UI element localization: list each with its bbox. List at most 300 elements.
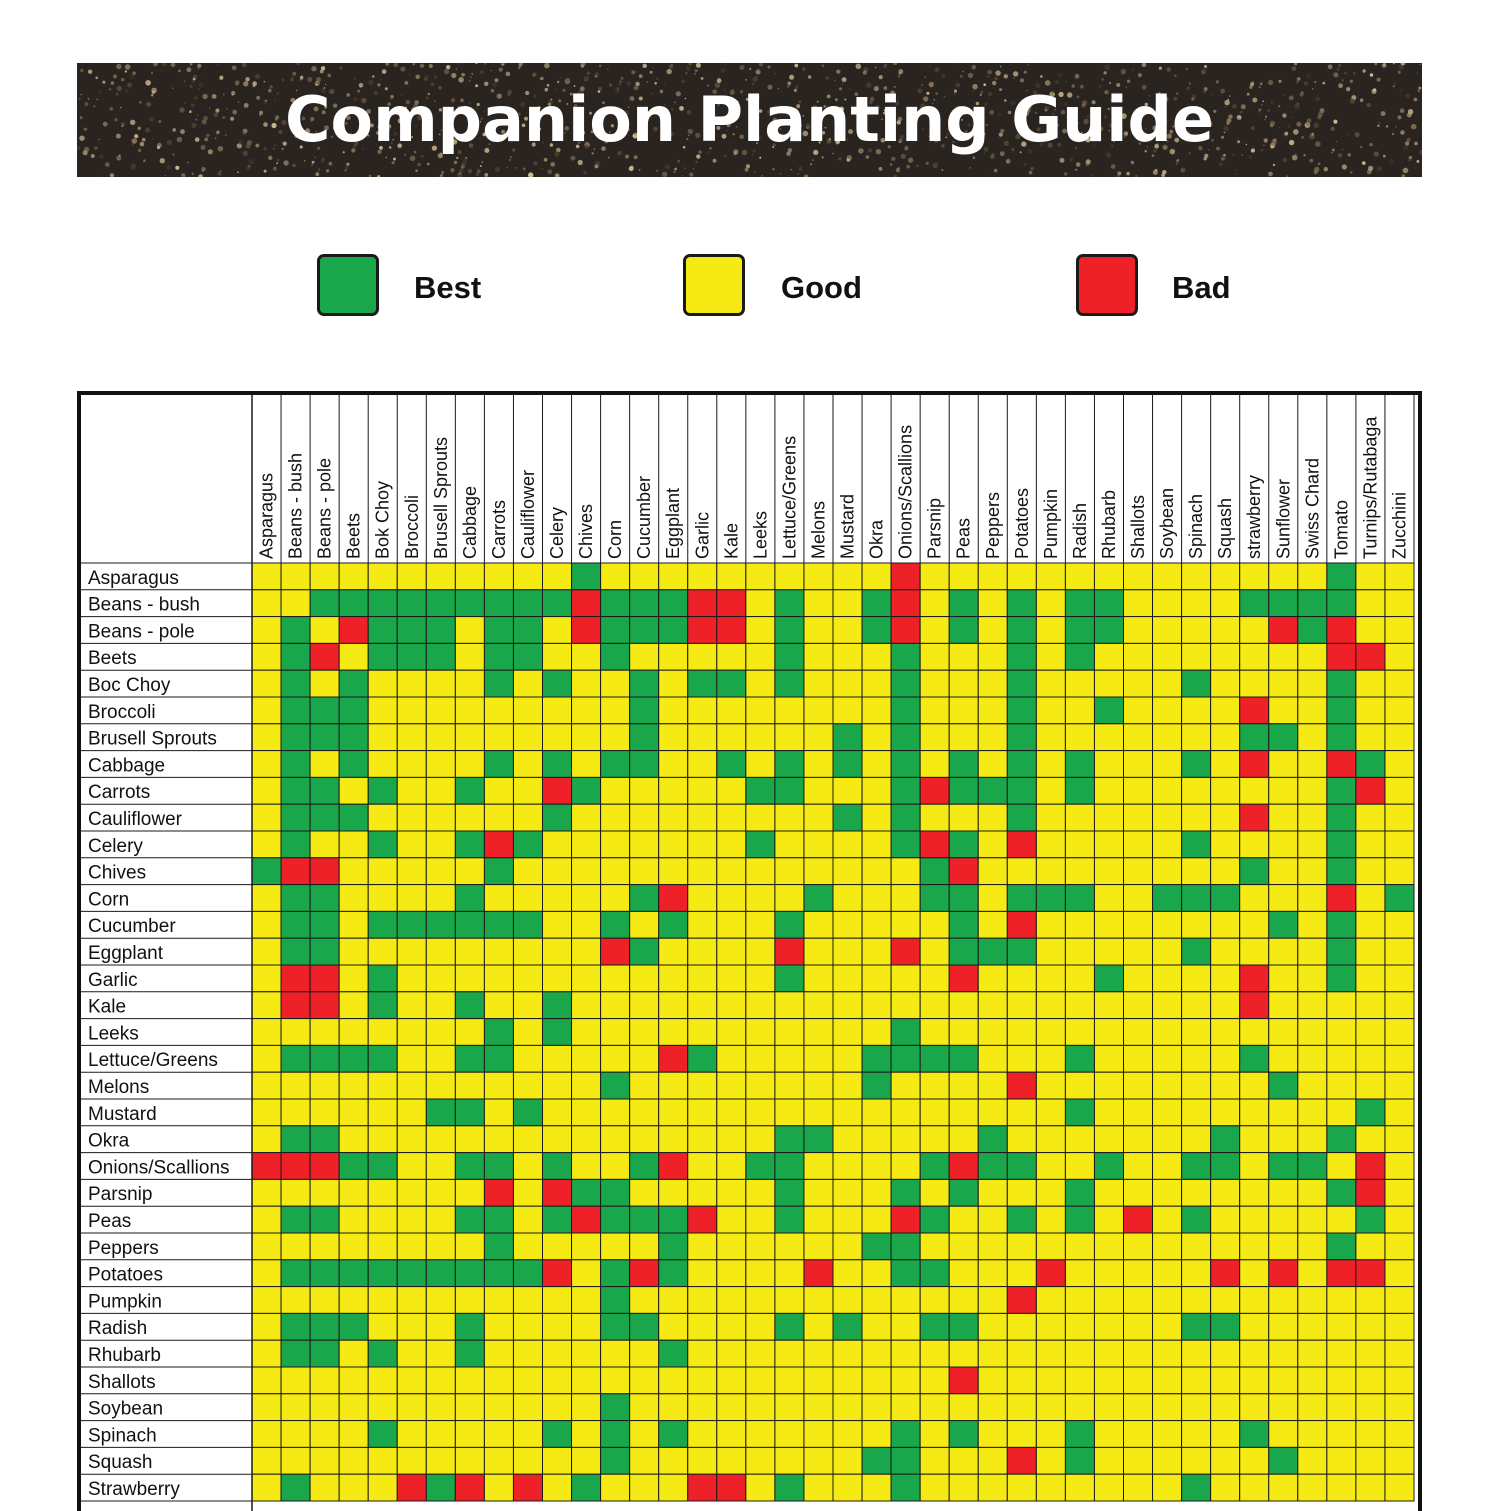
grid-cell (949, 938, 978, 965)
grid-cell (1065, 885, 1094, 912)
grid-cell (775, 911, 804, 938)
grid-cell (775, 1313, 804, 1340)
grid-cell (455, 1447, 484, 1474)
grid-cell (804, 992, 833, 1019)
grid-cell (281, 1019, 310, 1046)
grid-cell (949, 1313, 978, 1340)
grid-cell (543, 1474, 572, 1501)
grid-cell (1240, 938, 1269, 965)
grid-cell (513, 670, 542, 697)
grid-cell (833, 831, 862, 858)
grid-cell (978, 1260, 1007, 1287)
grid-cell (397, 751, 426, 778)
grid-cell (310, 1019, 339, 1046)
grid-cell (426, 1153, 455, 1180)
grid-cell (949, 1474, 978, 1501)
column-label: Pumpkin (1040, 488, 1061, 559)
grid-cell (746, 1206, 775, 1233)
grid-cell (688, 1474, 717, 1501)
grid-cell (1153, 1233, 1182, 1260)
grid-cell (1211, 1340, 1240, 1367)
grid-cell (1036, 992, 1065, 1019)
grid-cell (601, 804, 630, 831)
grid-cell (775, 590, 804, 617)
grid-cell (1007, 1099, 1036, 1126)
grid-cell (426, 724, 455, 751)
grid-cell (1327, 751, 1356, 778)
grid-cell (862, 1447, 891, 1474)
grid-cell (804, 1099, 833, 1126)
grid-cell (1385, 751, 1414, 778)
grid-cell (1356, 831, 1385, 858)
grid-cell (891, 697, 920, 724)
grid-cell (1240, 1394, 1269, 1421)
grid-cell (572, 1153, 601, 1180)
grid-cell (1298, 965, 1327, 992)
grid-cell (543, 1206, 572, 1233)
grid-cell (746, 563, 775, 590)
grid-cell (862, 643, 891, 670)
grid-cell (397, 724, 426, 751)
grid-cell (397, 1045, 426, 1072)
grid-cell (281, 590, 310, 617)
grid-cell (891, 1447, 920, 1474)
grid-cell (252, 1179, 281, 1206)
grid-cell (455, 563, 484, 590)
grid-cell (513, 1233, 542, 1260)
grid-cell (1385, 1421, 1414, 1448)
grid-cell (1385, 1447, 1414, 1474)
grid-cell (426, 1072, 455, 1099)
grid-cell (310, 777, 339, 804)
grid-cell (1211, 1019, 1240, 1046)
grid-cell (1182, 804, 1211, 831)
grid-cell (804, 1233, 833, 1260)
grid-cell (1356, 617, 1385, 644)
grid-cell (920, 1045, 949, 1072)
grid-cell (484, 1179, 513, 1206)
grid-cell (659, 1474, 688, 1501)
grid-cell (1094, 751, 1123, 778)
grid-cell (1182, 1206, 1211, 1233)
grid-cell (862, 1233, 891, 1260)
grid-cell (717, 1367, 746, 1394)
grid-cell (1327, 858, 1356, 885)
column-label: Kale (721, 522, 742, 559)
grid-cell (1065, 670, 1094, 697)
grid-cell (1327, 1394, 1356, 1421)
grid-cell (746, 911, 775, 938)
grid-cell (862, 1045, 891, 1072)
grid-cell (659, 1421, 688, 1448)
grid-cell (1007, 590, 1036, 617)
grid-cell (630, 938, 659, 965)
grid-cell (397, 1447, 426, 1474)
grid-cell (252, 1287, 281, 1314)
grid-cell (484, 751, 513, 778)
grid-cell (775, 724, 804, 751)
grid-cell (310, 804, 339, 831)
column-label: Asparagus (256, 472, 277, 559)
grid-cell (543, 1313, 572, 1340)
grid-cell (630, 1474, 659, 1501)
grid-cell (484, 590, 513, 617)
grid-cell (804, 1287, 833, 1314)
grid-cell (1211, 1099, 1240, 1126)
grid-cell (891, 1153, 920, 1180)
grid-cell (339, 670, 368, 697)
grid-cell (455, 1233, 484, 1260)
grid-cell (1065, 992, 1094, 1019)
grid-cell (804, 858, 833, 885)
grid-cell (891, 1287, 920, 1314)
row-label: Cabbage (88, 755, 166, 777)
grid-cell (397, 563, 426, 590)
column-label: Broccoli (401, 494, 422, 559)
grid-cell (1385, 777, 1414, 804)
grid-cell (1153, 804, 1182, 831)
grid-cell (1065, 1045, 1094, 1072)
grid-cell (1036, 1260, 1065, 1287)
grid-cell (833, 563, 862, 590)
grid-cell (1269, 777, 1298, 804)
grid-cell (949, 697, 978, 724)
grid-cell (1385, 1233, 1414, 1260)
grid-cell (572, 965, 601, 992)
grid-cell (310, 617, 339, 644)
grid-cell (1385, 1367, 1414, 1394)
grid-cell (1269, 1260, 1298, 1287)
grid-cell (484, 617, 513, 644)
grid-cell (1182, 885, 1211, 912)
grid-cell (1153, 1287, 1182, 1314)
grid-cell (804, 1206, 833, 1233)
grid-cell (1065, 1019, 1094, 1046)
grid-cell (978, 697, 1007, 724)
grid-cell (1153, 1153, 1182, 1180)
grid-cell (1211, 670, 1240, 697)
grid-cell (572, 1340, 601, 1367)
grid-cell (1385, 911, 1414, 938)
grid-cell (1385, 804, 1414, 831)
grid-cell (688, 777, 717, 804)
grid-cell (746, 1260, 775, 1287)
grid-cell (1211, 777, 1240, 804)
grid-cell (310, 751, 339, 778)
grid-cell (804, 751, 833, 778)
grid-cell (426, 1233, 455, 1260)
grid-cell (1356, 911, 1385, 938)
grid-cell (252, 1474, 281, 1501)
grid-cell (572, 563, 601, 590)
grid-cell (891, 1099, 920, 1126)
grid-cell (1153, 1099, 1182, 1126)
grid-cell (862, 1287, 891, 1314)
grid-cell (1269, 1313, 1298, 1340)
grid-cell (513, 697, 542, 724)
grid-cell (1007, 670, 1036, 697)
row-label: Boc Choy (88, 675, 171, 696)
grid-cell (572, 831, 601, 858)
grid-cell (543, 643, 572, 670)
row-label: Potatoes (88, 1264, 163, 1286)
grid-cell (281, 1206, 310, 1233)
grid-cell (1124, 1394, 1153, 1421)
grid-cell (455, 1474, 484, 1501)
grid-cell (1065, 697, 1094, 724)
grid-cell (775, 751, 804, 778)
grid-cell (1065, 1474, 1094, 1501)
grid-cell (1007, 1340, 1036, 1367)
grid-cell (513, 1313, 542, 1340)
grid-cell (1327, 643, 1356, 670)
grid-cell (862, 617, 891, 644)
grid-cell (1094, 911, 1123, 938)
grid-cell (920, 751, 949, 778)
grid-cell (455, 1019, 484, 1046)
grid-cell (920, 1367, 949, 1394)
grid-cell (862, 938, 891, 965)
grid-cell (920, 804, 949, 831)
grid-cell (1211, 1260, 1240, 1287)
grid-cell (1211, 617, 1240, 644)
grid-cell (746, 1447, 775, 1474)
grid-cell (891, 938, 920, 965)
grid-cell (1211, 1421, 1240, 1448)
grid-cell (426, 777, 455, 804)
grid-cell (368, 617, 397, 644)
legend-label-best: Best (414, 270, 482, 305)
grid-cell (688, 938, 717, 965)
grid-cell (1240, 1260, 1269, 1287)
grid-cell (746, 1179, 775, 1206)
grid-cell (1124, 831, 1153, 858)
grid-cell (513, 885, 542, 912)
grid-cell (1269, 1287, 1298, 1314)
grid-cell (426, 617, 455, 644)
grid-cell (833, 697, 862, 724)
grid-cell (949, 992, 978, 1019)
grid-cell (920, 965, 949, 992)
grid-cell (397, 590, 426, 617)
grid-cell (1298, 1126, 1327, 1153)
grid-cell (1327, 911, 1356, 938)
grid-cell (1385, 1072, 1414, 1099)
grid-cell (804, 1474, 833, 1501)
grid-cell (1153, 1019, 1182, 1046)
row-label: Garlic (88, 969, 138, 991)
grid-cell (426, 643, 455, 670)
grid-cell (543, 1394, 572, 1421)
grid-cell (1036, 831, 1065, 858)
grid-cell (1356, 992, 1385, 1019)
grid-cell (1298, 563, 1327, 590)
grid-cell (572, 1072, 601, 1099)
grid-cell (310, 1287, 339, 1314)
grid-cell (484, 1287, 513, 1314)
grid-cell (484, 885, 513, 912)
grid-cell (920, 1179, 949, 1206)
grid-cell (397, 1367, 426, 1394)
grid-cell (1124, 777, 1153, 804)
row-label: Cauliflower (88, 809, 182, 830)
grid-cell (368, 804, 397, 831)
grid-cell (601, 670, 630, 697)
grid-cell (746, 858, 775, 885)
grid-cell (513, 1126, 542, 1153)
grid-cell (339, 1072, 368, 1099)
grid-cell (513, 590, 542, 617)
grid-cell (397, 1421, 426, 1448)
grid-cell (775, 1367, 804, 1394)
grid-cell (1065, 643, 1094, 670)
grid-cell (659, 1045, 688, 1072)
grid-cell (455, 590, 484, 617)
grid-cell (1036, 1340, 1065, 1367)
column-label: Chives (576, 503, 597, 559)
grid-cell (1298, 1287, 1327, 1314)
grid-cell (281, 1233, 310, 1260)
grid-cell (1153, 617, 1182, 644)
grid-cell (310, 724, 339, 751)
grid-cell (862, 1367, 891, 1394)
grid-cell (1327, 1233, 1356, 1260)
grid-cell (1240, 1153, 1269, 1180)
row-label: Okra (88, 1130, 130, 1152)
grid-cell (891, 590, 920, 617)
grid-cell (949, 1421, 978, 1448)
grid-cell (1269, 965, 1298, 992)
grid-cell (572, 1447, 601, 1474)
grid-cell (455, 697, 484, 724)
grid-cell (1182, 1447, 1211, 1474)
grid-cell (484, 1233, 513, 1260)
row-label: Rhubarb (88, 1345, 161, 1366)
grid-cell (978, 831, 1007, 858)
column-label: Sunflower (1273, 478, 1294, 559)
grid-cell (1211, 751, 1240, 778)
grid-cell (978, 777, 1007, 804)
grid-cell (949, 777, 978, 804)
grid-cell (717, 1179, 746, 1206)
grid-cell (1094, 563, 1123, 590)
grid-cell (1298, 1474, 1327, 1501)
grid-cell (862, 751, 891, 778)
row-label: Shallots (88, 1371, 156, 1393)
grid-cell (1356, 804, 1385, 831)
column-label: Mustard (837, 493, 858, 559)
grid-cell (775, 1447, 804, 1474)
grid-cell (1269, 911, 1298, 938)
grid-cell (397, 965, 426, 992)
grid-cell (339, 1126, 368, 1153)
grid-cell (949, 1019, 978, 1046)
grid-cell (368, 1206, 397, 1233)
grid-cell (426, 938, 455, 965)
grid-cell (1036, 724, 1065, 751)
grid-cell (746, 1313, 775, 1340)
grid-cell (1036, 938, 1065, 965)
grid-cell (252, 831, 281, 858)
grid-cell (746, 643, 775, 670)
grid-cell (281, 617, 310, 644)
grid-cell (1211, 1045, 1240, 1072)
grid-cell (1356, 885, 1385, 912)
grid-cell (252, 804, 281, 831)
grid-cell (484, 1045, 513, 1072)
grid-cell (1036, 1313, 1065, 1340)
grid-cell (572, 617, 601, 644)
grid-cell (1211, 1179, 1240, 1206)
column-label: Celery (547, 506, 568, 559)
grid-cell (659, 1099, 688, 1126)
grid-cell (339, 1447, 368, 1474)
grid-cell (659, 617, 688, 644)
grid-cell (339, 724, 368, 751)
grid-cell (804, 617, 833, 644)
grid-cell (1065, 777, 1094, 804)
grid-cell (862, 724, 891, 751)
grid-cell (368, 1126, 397, 1153)
grid-cell (659, 1072, 688, 1099)
grid-cell (688, 965, 717, 992)
grid-cell (717, 938, 746, 965)
grid-cell (949, 804, 978, 831)
grid-cell (455, 777, 484, 804)
grid-cell (513, 724, 542, 751)
grid-cell (1240, 697, 1269, 724)
grid-cell (543, 670, 572, 697)
grid-cell (1065, 1394, 1094, 1421)
grid-cell (252, 1099, 281, 1126)
grid-cell (1065, 965, 1094, 992)
grid-cell (368, 1045, 397, 1072)
grid-cell (775, 938, 804, 965)
grid-cell (1153, 1126, 1182, 1153)
grid-cell (630, 1153, 659, 1180)
grid-cell (601, 1447, 630, 1474)
grid-cell (339, 1045, 368, 1072)
grid-cell (688, 1206, 717, 1233)
grid-cell (513, 751, 542, 778)
grid-cell (397, 1206, 426, 1233)
grid-cell (513, 617, 542, 644)
grid-cell (572, 1313, 601, 1340)
grid-cell (252, 1045, 281, 1072)
grid-cell (746, 1287, 775, 1314)
grid-cell (688, 643, 717, 670)
grid-cell (1211, 643, 1240, 670)
grid-cell (1094, 1099, 1123, 1126)
grid-cell (1124, 590, 1153, 617)
grid-cell (1094, 1287, 1123, 1314)
grid-cell (949, 885, 978, 912)
grid-cell (1240, 1474, 1269, 1501)
grid-cell (426, 1099, 455, 1126)
grid-cell (833, 858, 862, 885)
grid-cell (1036, 1179, 1065, 1206)
grid-cell (513, 992, 542, 1019)
grid-cell (513, 1340, 542, 1367)
grid-cell (543, 1340, 572, 1367)
column-label: Onions/Scallions (895, 424, 916, 559)
grid-cell (717, 1072, 746, 1099)
grid-cell (1385, 1099, 1414, 1126)
grid-cell (1094, 1126, 1123, 1153)
grid-cell (717, 670, 746, 697)
grid-cell (920, 617, 949, 644)
grid-cell (601, 1179, 630, 1206)
